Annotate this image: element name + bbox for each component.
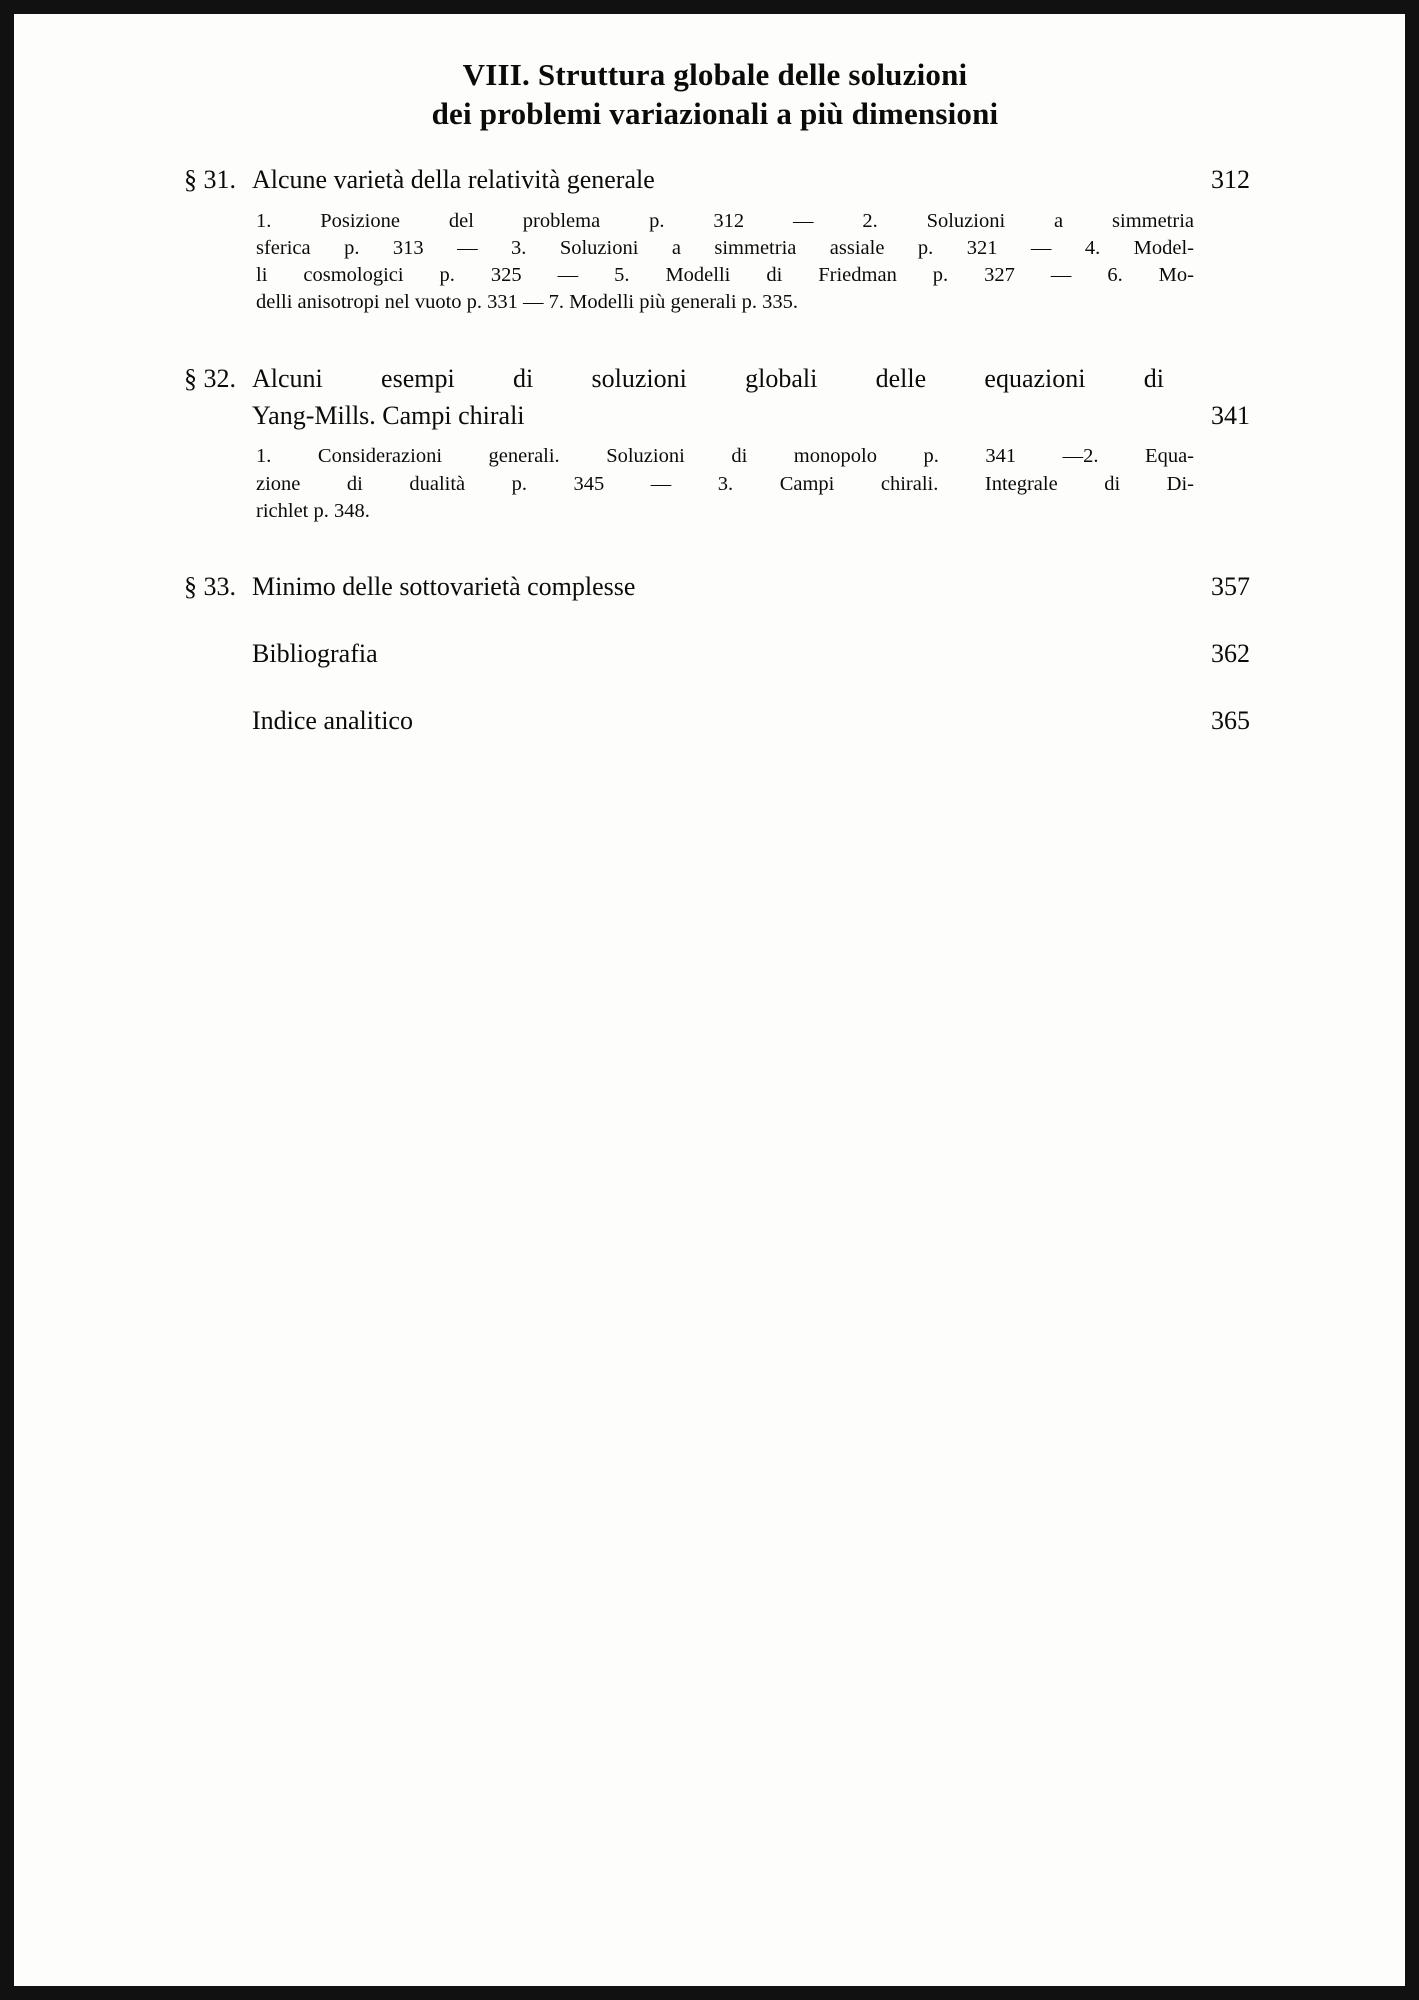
toc-entry-33-title-line-1: Minimo delle sottovarietà complesse <box>252 572 636 602</box>
chapter-title-line-1: VIII. Struttura globale delle soluzioni <box>462 57 968 92</box>
toc-entry-33[interactable] <box>160 569 1250 606</box>
toc-entry-32[interactable] <box>160 361 1250 435</box>
toc-entry-32-title <box>252 361 1164 435</box>
subitem-line: richlet p. 348. <box>256 499 370 522</box>
toc-entry-32-page <box>1164 361 1250 435</box>
toc-entry-bibliografia-title-line-1: Bibliografia <box>252 639 378 669</box>
toc-entry-33-page: 357 <box>1211 572 1250 602</box>
toc-entry-32-number: § 32. <box>184 363 236 393</box>
toc-entry-33-number: § 33. <box>184 572 236 602</box>
toc-entry-indice-analitico-title-line-1: Indice analitico <box>252 706 413 735</box>
toc-entry-31-number: § 31. <box>184 164 236 194</box>
toc-entry-indice-analitico-title <box>252 703 1164 740</box>
toc-entry-indice-analitico-page: 365 <box>1211 706 1250 735</box>
spacer <box>160 525 1250 569</box>
toc-entry-31[interactable] <box>160 162 1250 199</box>
spacer <box>160 317 1250 361</box>
toc-entry-bibliografia-title <box>252 636 1164 673</box>
subitem-line: li cosmologici p. 325 — 5. Modelli di Friedman p. 327 — 6. Mo- <box>256 264 1194 287</box>
toc-entry-bibliografia-page: 362 <box>1211 639 1250 669</box>
toc-entry-indice-analitico[interactable] <box>160 703 1250 740</box>
subitem-line: 1. Considerazioni generali. Soluzioni di monopolo p. 341 —2. Equa- <box>256 445 1194 468</box>
subitem-line: 1. Posizione del problema p. 312 — 2. Soluzioni a simmetria <box>256 209 1194 232</box>
spacer <box>160 673 1250 703</box>
toc-entry-bibliografia[interactable] <box>160 636 1250 673</box>
toc-entry-32-page-value: 341 <box>1211 400 1250 430</box>
toc-entry-31-title <box>252 162 1164 199</box>
toc-entry-31-title-line-1: Alcune varietà della relatività generale <box>252 164 655 194</box>
toc-entry-33-title <box>252 569 1164 606</box>
toc-entry-31-subitems <box>160 208 1250 317</box>
chapter-title <box>160 55 1250 134</box>
subitem-line: sferica p. 313 — 3. Soluzioni a simmetria assiale p. 321 — 4. Model- <box>256 236 1194 259</box>
chapter-title-line-2: dei problemi variazionali a più dimensioni <box>431 96 999 132</box>
toc-entry-32-title-line-1: Alcuni esempi di soluzioni globali delle equazioni di <box>252 363 1164 393</box>
subitem-line: zione di dualità p. 345 — 3. Campi chirali. Integrale di Di- <box>256 472 1194 495</box>
subitem-line: delli anisotropi nel vuoto p. 331 — 7. Modelli più generali p. 335. <box>256 291 799 314</box>
toc-entry-32-subitems <box>160 443 1250 525</box>
toc-entry-32-title-line-2: Yang-Mills. Campi chirali <box>252 400 525 430</box>
spacer <box>160 606 1250 636</box>
toc-content <box>160 55 1250 740</box>
toc-entry-31-page: 312 <box>1211 164 1250 194</box>
